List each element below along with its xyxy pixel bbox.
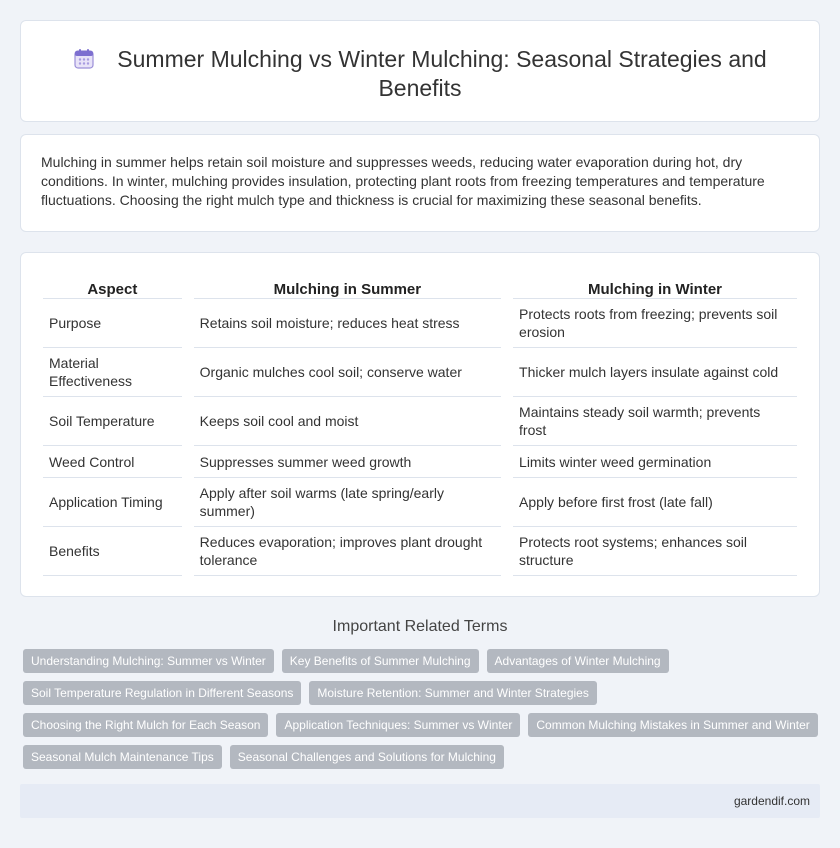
table-cell: Organic mulches cool soil; conserve water [194,348,501,397]
table-row [43,446,797,478]
comparison-table-card [20,252,820,597]
table-cell: Maintains steady soil warmth; prevents frost [513,397,797,446]
table-header-aspect: Aspect [43,271,182,299]
table-cell: Reduces evaporation; improves plant drought tolerance [194,527,501,576]
table-cell: Keeps soil cool and moist [194,397,501,446]
table-cell: Benefits [43,527,182,576]
page-title: Summer Mulching vs Winter Mulching: Seasonal Strategies and Benefits [117,46,767,101]
footer-site-link[interactable]: gardendif.com [733,794,810,808]
related-tag[interactable]: Seasonal Challenges and Solutions for Mulching [230,745,504,769]
calendar-icon [73,48,95,70]
footer [20,784,820,818]
table-cell: Apply after soil warms (late spring/early summer) [194,478,501,527]
related-terms-tags [23,649,823,777]
related-tag[interactable]: Advantages of Winter Mulching [487,649,669,673]
intro-card [20,134,820,232]
related-tag[interactable]: Common Mulching Mistakes in Summer and Winter [528,713,817,737]
table-row [43,527,797,576]
related-tag[interactable]: Soil Temperature Regulation in Different Seasons [23,681,301,705]
related-terms-title: Important Related Terms [332,618,508,635]
table-cell: Protects root systems; enhances soil structure [513,527,797,576]
table-cell: Soil Temperature [43,397,182,446]
table-row [43,397,797,446]
table-cell: Suppresses summer weed growth [194,446,501,478]
related-tag[interactable]: Seasonal Mulch Maintenance Tips [23,745,222,769]
table-row [43,299,797,348]
table-cell: Purpose [43,299,182,348]
table-cell: Protects roots from freezing; prevents soil erosion [513,299,797,348]
intro-text: Mulching in summer helps retain soil moisture and suppresses weeds, reducing water evaporation during hot, dry conditions. In winter, mulching provides insulation, protecting plant roots from freezing temperatures and temperature fluctuations. Choosing the right mulch type and thickness is crucial for maximizing these seasonal benefits. [41,154,765,208]
table-cell: Retains soil moisture; reduces heat stress [194,299,501,348]
comparison-table [43,271,797,576]
table-header-summer: Mulching in Summer [194,271,501,299]
header-card [20,20,820,122]
related-tag[interactable]: Choosing the Right Mulch for Each Season [23,713,268,737]
related-tag[interactable]: Moisture Retention: Summer and Winter Strategies [309,681,596,705]
related-tag[interactable]: Understanding Mulching: Summer vs Winter [23,649,274,673]
related-tag[interactable]: Key Benefits of Summer Mulching [282,649,479,673]
related-tag[interactable]: Application Techniques: Summer vs Winter [276,713,520,737]
table-cell: Thicker mulch layers insulate against cold [513,348,797,397]
page-title-wrap [21,45,819,103]
table-cell: Material Effectiveness [43,348,182,397]
table-cell: Apply before first frost (late fall) [513,478,797,527]
table-cell: Weed Control [43,446,182,478]
table-row [43,478,797,527]
table-cell: Limits winter weed germination [513,446,797,478]
table-header-winter: Mulching in Winter [513,271,797,299]
table-row [43,348,797,397]
table-cell: Application Timing [43,478,182,527]
